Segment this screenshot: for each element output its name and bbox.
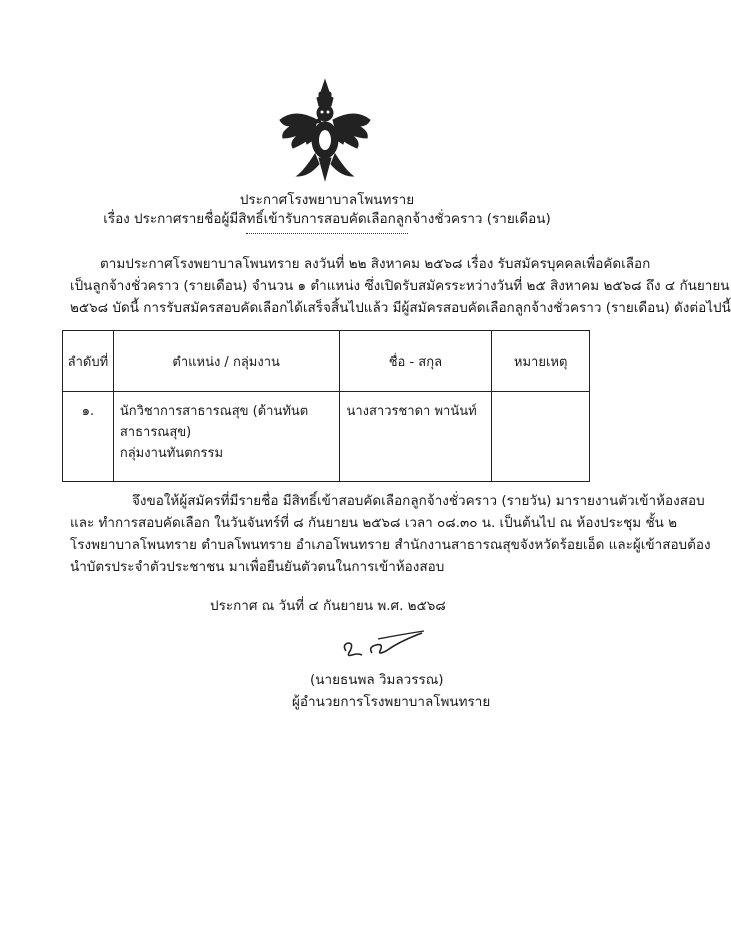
intro-paragraph (70, 253, 731, 319)
cell-name: นางสาวรชาดา พานันท์ (340, 392, 492, 482)
signatory-position: ผู้อำนวยการโรงพยาบาลโพนทราย (292, 694, 491, 710)
position-title: นักวิชาการสาธารณสุข (ด้านทันตสาธารณสุข) (119, 404, 309, 440)
intro-line-2: เป็นลูกจ้างชั่วคราว (รายเดือน) จำนวน ๑ ตำแหน่ง ซึ่งเปิดรับสมัครระหว่างวันที่ ๒๕ สิงหาคม ๒๕๖๘ ถึง ๔ กันยายน (70, 278, 730, 294)
divider-dots (246, 233, 408, 234)
position-group: กลุ่มงานทันตกรรม (119, 446, 224, 461)
signatory-name: (นายธนพล วิมลวรรณ) (310, 672, 444, 688)
announcement-date: ประกาศ ณ วันที่ ๔ กันยายน พ.ศ. ๒๕๖๘ (210, 598, 446, 614)
instructions-line-1: จึงขอให้ผู้สมัครที่มีรายชื่อ มีสิทธิ์เข้าสอบคัดเลือกลูกจ้างชั่วคราว (รายวัน) มารายงานตัวเข้าห้องสอบ (132, 493, 705, 509)
instructions-paragraph (70, 490, 711, 578)
garuda-emblem-icon (275, 78, 375, 183)
intro-line-3: ๒๕๖๘ บัดนี้ การรับสมัครสอบคัดเลือกได้เสร็จสิ้นไปแล้ว มีผู้สมัครสอบคัดเลือกลูกจ้างชั่วคราว (รายเดือน) ดังต่อไปนี้ (70, 300, 731, 316)
header-note: หมายเหตุ (492, 331, 590, 392)
cell-note (492, 392, 590, 482)
cell-no: ๑. (63, 392, 114, 482)
table-header-row (63, 331, 590, 392)
applicant-table (62, 330, 590, 482)
subject-line: เรื่อง ประกาศรายชื่อผู้มีสิทธิ์เข้ารับการสอบคัดเลือกลูกจ้างชั่วคราว (รายเดือน) (103, 211, 551, 227)
instructions-line-2: และ ทำการสอบคัดเลือก ในวันจันทร์ที่ ๘ กันยายน ๒๕๖๘ เวลา ๐๘.๓๐ น. เป็นต้นไป ณ ห้องประชุม ชั้น ๒ (70, 515, 678, 531)
header-no: ลำดับที่ (63, 331, 114, 392)
signature-icon (338, 625, 428, 665)
cell-position (113, 392, 340, 482)
org-title: ประกาศโรงพยาบาลโพนทราย (239, 192, 415, 208)
table-row (63, 392, 590, 482)
instructions-line-3: โรงพยาบาลโพนทราย ตำบลโพนทราย อำเภอโพนทราย สำนักงานสาธารณสุขจังหวัดร้อยเอ็ด และผู้เข้าสอบต้อง (70, 537, 711, 553)
header-name: ชื่อ - สกุล (340, 331, 492, 392)
header-position: ตำแหน่ง / กลุ่มงาน (113, 331, 340, 392)
intro-line-1: ตามประกาศโรงพยาบาลโพนทราย ลงวันที่ ๒๒ สิงหาคม ๒๕๖๘ เรื่อง รับสมัครบุคคลเพื่อคัดเลือก (100, 256, 651, 272)
instructions-line-4: นำบัตรประจำตัวประชาชน มาเพื่อยืนยันตัวตนในการเข้าห้องสอบ (70, 559, 445, 575)
